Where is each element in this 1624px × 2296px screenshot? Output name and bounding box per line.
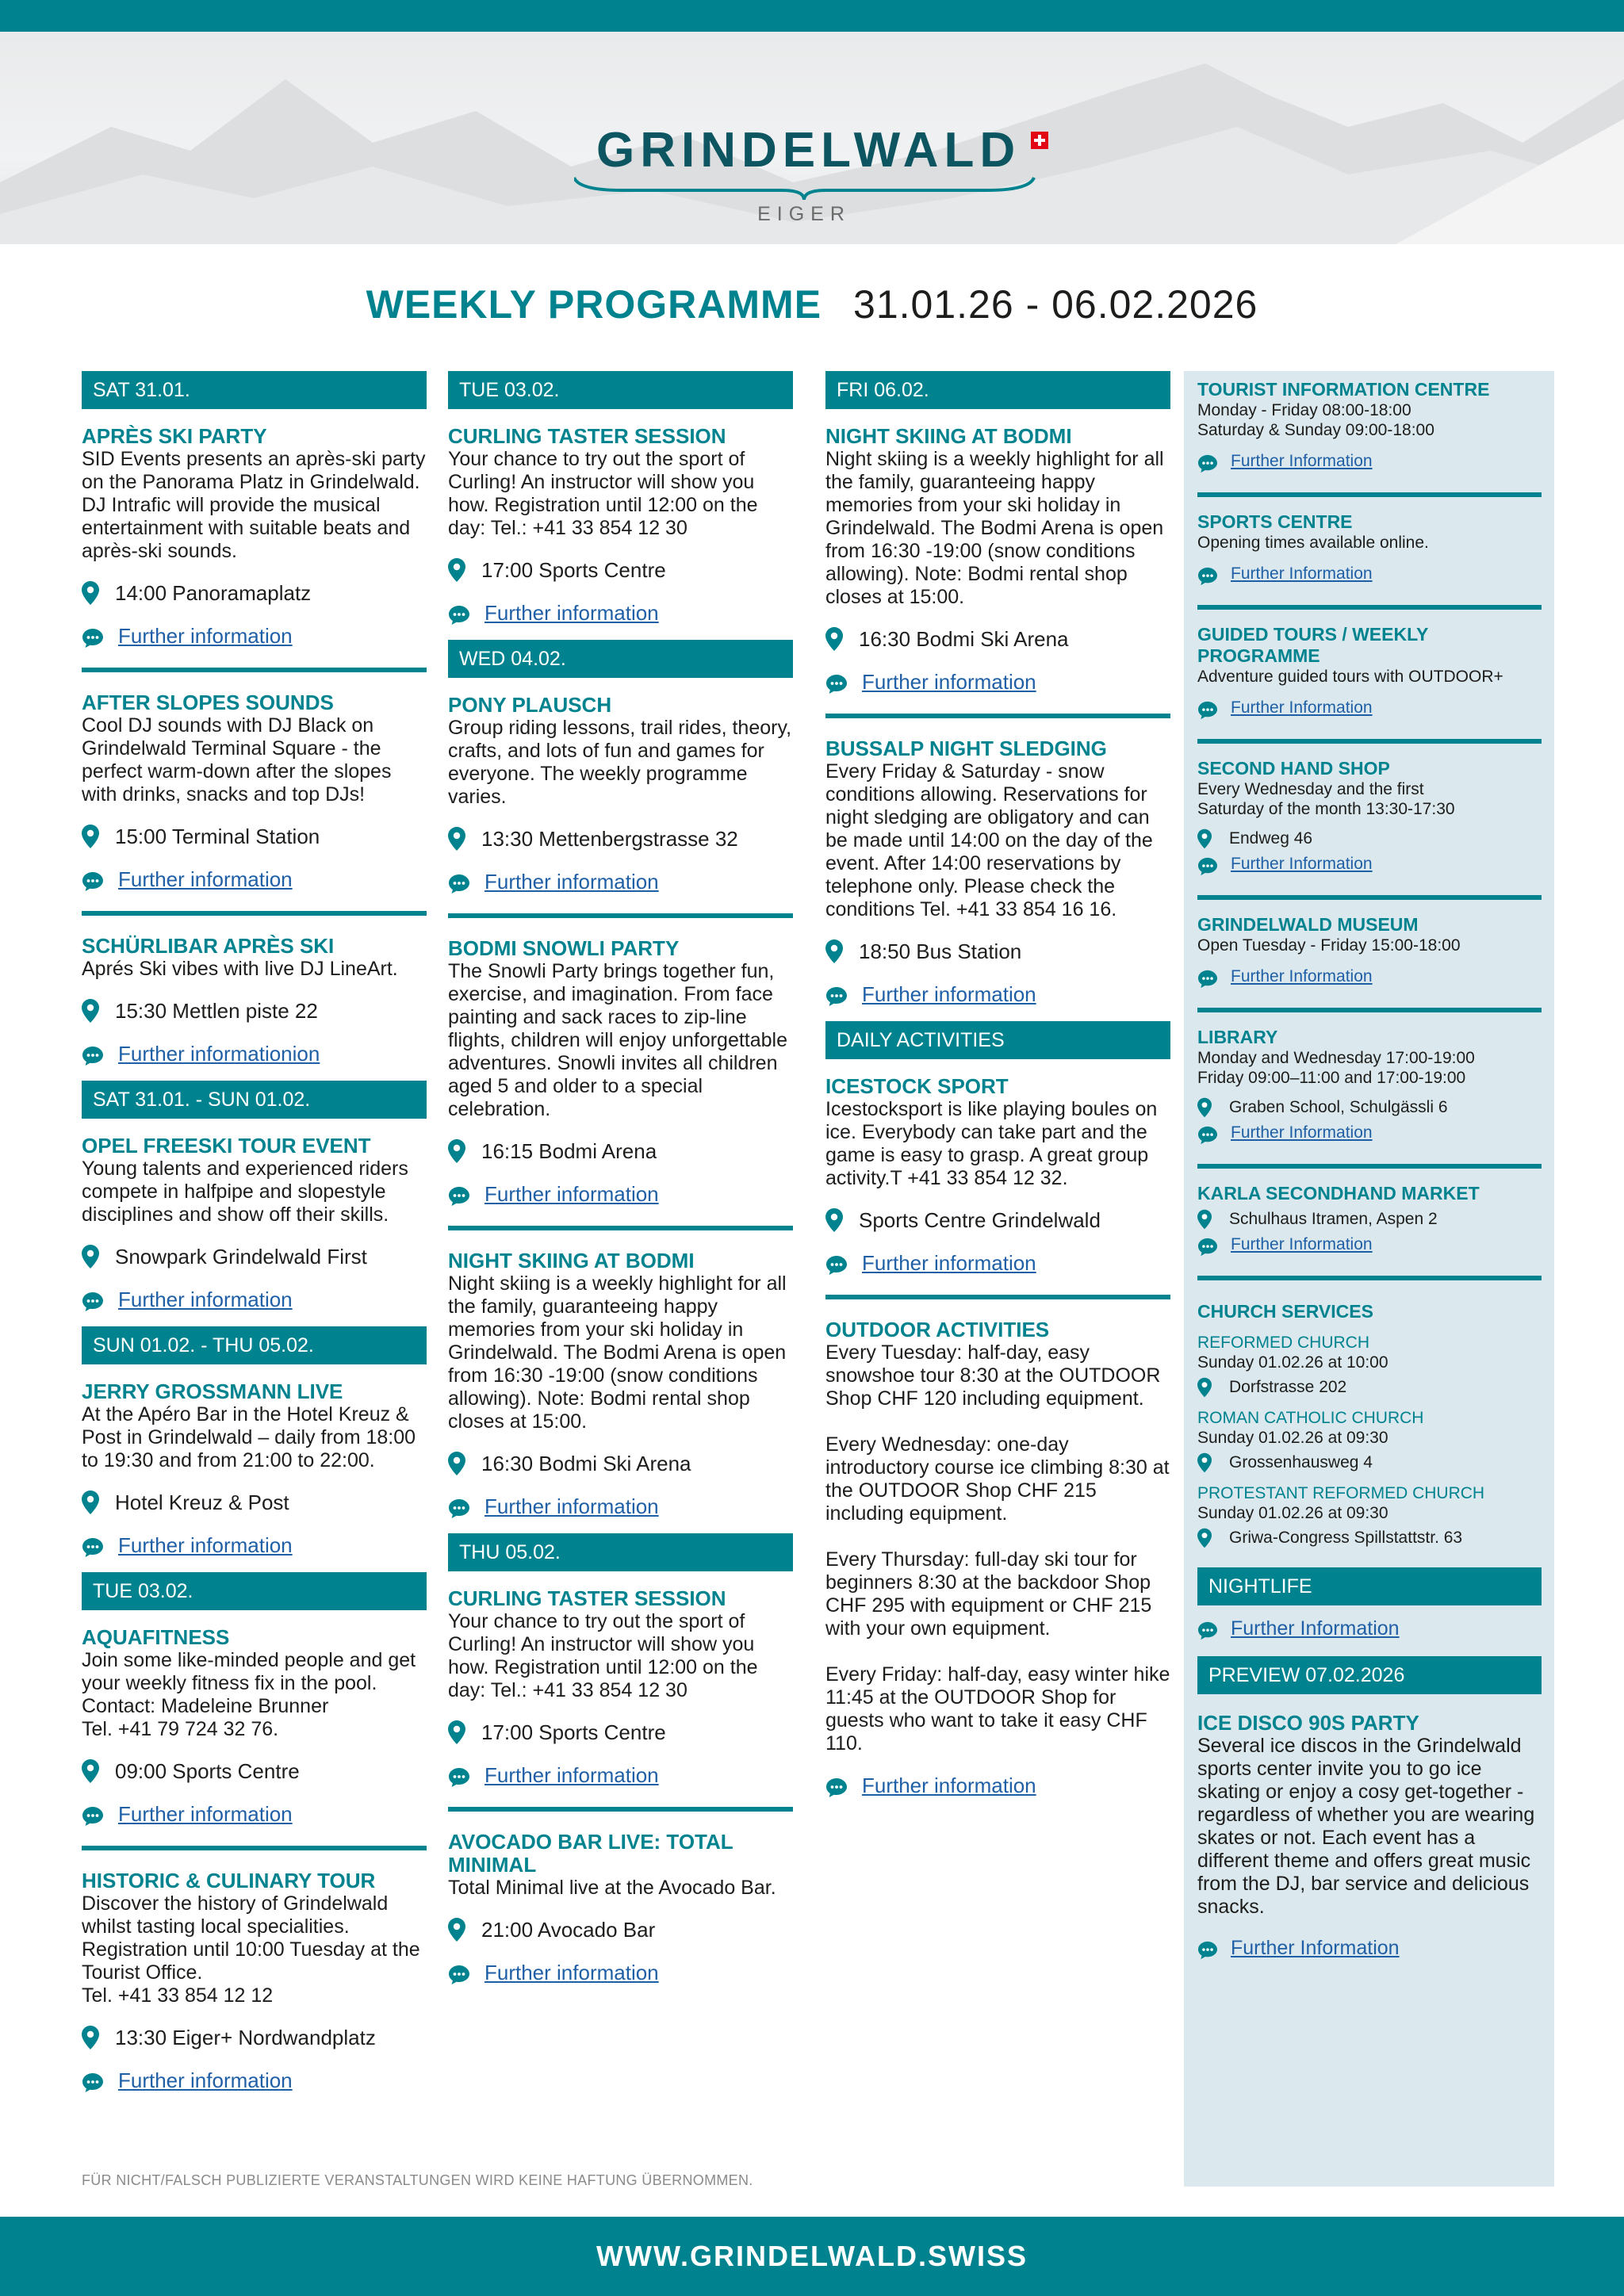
location-pin-icon [1197,1528,1212,1548]
further-info [1197,450,1542,473]
location-pin-icon [1197,1209,1212,1230]
speech-bubble-icon [448,1186,470,1207]
event-title: HISTORIC & CULINARY TOUR [82,1869,376,1892]
event-description: Every Tuesday: half-day, easy snowshoe tour 8:30 at the OUTDOOR Shop CHF 120 including equipment. [825,1341,1161,1410]
further-info [448,1762,793,1788]
logo-subtitle: EIGER [757,203,851,225]
column-1 [82,371,427,2096]
section-text: Saturday of the month 13:30-17:30 [1197,800,1455,818]
speech-bubble-icon [825,1777,848,1798]
event-description: Every Friday & Saturday - snow conditions allowing. Reservations for night sledging are obligatory and can be made until 14:00 on the day of the event. After 14:00 reservations by telephone only. Please check the conditions Tel. +41 33 854 16 16. [825,760,1153,920]
speech-bubble-icon [1197,1126,1218,1145]
section-title: CHURCH SERVICES [1197,1301,1373,1322]
event-title: ICESTOCK SPORT [825,1074,1009,1098]
speech-bubble-icon [1197,970,1218,989]
section-text: Saturday & Sunday 09:00-18:00 [1197,421,1434,439]
church-location [1197,1528,1542,1548]
church-name: REFORMED CHURCH [1197,1334,1369,1352]
preview-header: PREVIEW 07.02.2026 [1197,1656,1542,1694]
event-location [448,1917,793,1942]
sidebar-section [1197,511,1542,586]
sidebar-section [1197,371,1542,473]
further-info-link[interactable]: Further information [118,867,293,891]
section-location [1197,1097,1542,1118]
section-location [1197,828,1542,849]
speech-bubble-icon [82,871,104,892]
further-info [82,2068,427,2093]
location-text: 16:30 Bodmi Ski Arena [859,627,1069,651]
divider [825,714,1170,718]
day-header: TUE 03.02. [448,371,793,409]
divider [82,1846,427,1850]
further-info [82,867,427,892]
event-description: Discover the history of Grindelwald whilst tasting local specialities. Registration until 10:00 Tuesday at the Tourist Office. [82,1892,420,1984]
further-info-link[interactable]: Further informationion [118,1042,320,1066]
event-title: PONY PLAUSCH [448,693,612,717]
info-sidebar [1184,371,1554,2187]
footer-url[interactable]: WWW.GRINDELWALD.SWISS [0,2217,1624,2296]
speech-bubble-icon [82,628,104,649]
location-pin-icon [1197,1377,1212,1398]
further-info [82,1287,427,1312]
divider [1197,895,1542,900]
further-info-link[interactable]: Further information [862,982,1036,1006]
location-pin-icon [448,1720,465,1744]
sidebar-section [1197,1183,1542,1257]
day-header: WED 04.02. [448,640,793,678]
further-info [1197,1617,1542,1640]
further-info-link[interactable]: Further information [118,1288,293,1311]
speech-bubble-icon [825,674,848,695]
event-title: BODMI SNOWLI PARTY [448,936,680,960]
further-info [825,1250,1170,1276]
day-header: TUE 03.02. [82,1572,427,1610]
location-text: 13:30 Mettenbergstrasse 32 [481,827,738,851]
event-title: BUSSALP NIGHT SLEDGING [825,737,1107,760]
location-pin-icon [825,939,843,963]
location-text: Endweg 46 [1229,829,1313,848]
church-time: Sunday 01.02.26 at 09:30 [1197,1504,1388,1522]
speech-bubble-icon [1197,454,1218,473]
location-pin-icon [82,1759,99,1783]
section-text: Open Tuesday - Friday 15:00-18:00 [1197,936,1461,955]
further-info-link[interactable]: Further information [485,1763,659,1787]
divider [1197,605,1542,610]
event-description: Night skiing is a weekly highlight for all the family, guaranteeing happy memories from your ski holiday in Grindelwald. The Bodmi Arena is open from 16:30 -19:00 (snow conditions allowing). Note: Bodmi rental shop closes at 15:00. [448,1272,787,1433]
location-pin-icon [82,999,99,1023]
event-title: ICE DISCO 90S PARTY [1197,1711,1419,1735]
event-description: Group riding lessons, trail rides, theory, crafts, and lots of fun and games for everyone. The weekly programme varies. [448,717,792,808]
event [825,1318,1170,1801]
event-location [82,1244,427,1269]
location-pin-icon [82,1245,99,1269]
sidebar-section [1197,1027,1542,1145]
sidebar-section [1197,624,1542,720]
speech-bubble-icon [1197,1621,1218,1640]
header-banner [0,32,1624,244]
column-2 [448,371,793,1988]
further-info [1197,1936,1542,1960]
church-time: Sunday 01.02.26 at 10:00 [1197,1353,1388,1372]
further-info [1197,562,1542,586]
event-title: AQUAFITNESS [82,1625,230,1649]
speech-bubble-icon [82,1537,104,1558]
event-description: The Snowli Party brings together fun, exercise, and imagination. From face painting and sack races to zip-line flights, children will enjoy unforgettable adventures. Snowli invites all children aged 5 and older to a special celebration. [448,960,788,1120]
event [448,425,793,629]
divider [448,1807,793,1812]
event [825,425,1170,698]
event-phone: Tel. +41 79 724 32 76. [82,1718,279,1740]
event-location [448,826,793,851]
further-info-link[interactable]: Further Information [1231,698,1373,717]
location-pin-icon [448,1918,465,1942]
further-info [825,669,1170,695]
further-info [1197,965,1542,989]
logo-swoosh [574,171,1050,203]
event [448,1831,793,1988]
further-info-link[interactable]: Further Information [1231,564,1373,583]
location-pin-icon [82,581,99,605]
event-location [825,939,1170,964]
event-description: Night skiing is a weekly highlight for all the family, guaranteeing happy memories from your ski holiday in Grindelwald. The Bodmi Arena is open from 16:30 -19:00 (snow conditions allowing). Note: Bodmi rental shop closes at 15:00. [825,448,1164,608]
location-pin-icon [82,2026,99,2049]
location-pin-icon [825,1208,843,1232]
location-text: Dorfstrasse 202 [1229,1378,1347,1396]
event-description: Your chance to try out the sport of Curling! An instructor will show you how. Registration until 12:00 on the day: Tel.: +41 33 854 12 30 [448,1610,758,1701]
location-text: 17:00 Sports Centre [481,1720,666,1744]
speech-bubble-icon [82,1806,104,1827]
location-pin-icon [448,1139,465,1163]
event [82,425,427,652]
further-info [82,623,427,649]
further-info-link[interactable]: Further information [485,1182,659,1206]
event-location [448,1720,793,1745]
church-location [1197,1452,1542,1473]
location-text: 15:00 Terminal Station [115,825,320,848]
speech-bubble-icon [82,1046,104,1066]
speech-bubble-icon [448,1498,470,1519]
further-info [825,1773,1170,1798]
event [82,1380,427,1561]
event [825,737,1170,1010]
event-description: Aprés Ski vibes with live DJ LineArt. [82,958,398,980]
further-info-link[interactable]: Further Information [1231,1235,1373,1253]
further-info [448,869,793,894]
event [825,1075,1170,1279]
church-location [1197,1377,1542,1398]
day-header: DAILY ACTIVITIES [825,1021,1170,1059]
section-text: Friday 09:00–11:00 and 17:00-19:00 [1197,1069,1466,1087]
section-title: LIBRARY [1197,1027,1278,1047]
event-title: OPEL FREESKI TOUR EVENT [82,1134,371,1158]
location-text: Grossenhausweg 4 [1229,1453,1373,1471]
location-pin-icon [82,1490,99,1514]
event-location [825,1207,1170,1233]
speech-bubble-icon [825,986,848,1007]
further-info [448,600,793,626]
location-text: 18:50 Bus Station [859,939,1022,963]
further-info-link[interactable]: Further information [118,2068,293,2092]
event-location [448,1138,793,1164]
event [82,1135,427,1315]
location-pin-icon [1197,1452,1212,1473]
disclaimer: FÜR NICHT/FALSCH PUBLIZIERTE VERANSTALTUNGEN WIRD KEINE HAFTUNG ÜBERNOMMEN. [82,2172,753,2188]
location-pin-icon [1197,1097,1212,1118]
section-title: SPORTS CENTRE [1197,511,1353,532]
event-location [448,1451,793,1476]
top-bar [0,0,1624,32]
further-info [825,982,1170,1007]
further-info [82,1801,427,1827]
sidebar-section [1197,914,1542,989]
further-info-link[interactable]: Further information [118,1802,293,1826]
event-title: AFTER SLOPES SOUNDS [82,691,334,714]
divider [82,668,427,672]
divider [1197,739,1542,744]
location-text: Graben School, Schulgässli 6 [1229,1098,1448,1116]
further-info-link[interactable]: Further information [485,601,659,625]
location-pin-icon [825,627,843,651]
divider [1197,1164,1542,1169]
location-text: 16:30 Bodmi Ski Arena [481,1452,691,1475]
event-description: At the Apéro Bar in the Hotel Kreuz & Post in Grindelwald – daily from 18:00 to 19:30 and from 21:00 to 22:00. [82,1403,416,1471]
event-title: JERRY GROSSMANN LIVE [82,1380,343,1403]
further-info-link[interactable]: Further information [485,870,659,894]
divider [448,1226,793,1230]
location-text: 16:15 Bodmi Arena [481,1139,657,1163]
further-info-link[interactable]: Further Information [1231,1123,1373,1142]
section-title: GUIDED TOURS / WEEKLY PROGRAMME [1197,624,1428,666]
divider [1197,1276,1542,1280]
event-title: NIGHT SKIING AT BODMI [825,424,1072,448]
event-location [82,998,427,1024]
event-description: Every Thursday: full-day ski tour for beginners 8:30 at the backdoor Shop CHF 295 with equipment or CHF 215 with your own equipment. [825,1548,1152,1640]
section-title: GRINDELWALD MUSEUM [1197,914,1419,935]
location-text: 09:00 Sports Centre [115,1759,300,1783]
further-info-link[interactable]: Further Information [1231,1617,1400,1640]
divider [1197,492,1542,497]
further-info [1197,1233,1542,1257]
event-phone: Tel. +41 33 854 12 12 [82,1984,274,2007]
event-location [82,1490,427,1515]
event-location [82,824,427,849]
day-header: SAT 31.01. [82,371,427,409]
further-info-link[interactable]: Further information [862,1251,1036,1275]
location-text: Snowpark Grindelwald First [115,1245,367,1269]
day-header: FRI 06.02. [825,371,1170,409]
further-info-link[interactable]: Further Information [1231,452,1373,470]
speech-bubble-icon [825,1255,848,1276]
further-info-link[interactable]: Further information [485,1961,659,1984]
location-pin-icon [448,558,465,582]
location-pin-icon [448,827,465,851]
event-description: Several ice discos in the Grindelwald sports center invite you to go ice skating or enjoy a cosy get-together - regardless of whether you are wearing skates or not. Each event has a different theme and offers great music from the DJ, bar service and delicious snacks. [1197,1735,1535,1918]
event-location [82,580,427,606]
further-info-link[interactable]: Further information [118,624,293,648]
speech-bubble-icon [1197,857,1218,876]
location-text: 17:00 Sports Centre [481,558,666,582]
section-text: Every Wednesday and the first [1197,780,1424,798]
further-info [1197,852,1542,876]
location-text: 13:30 Eiger+ Nordwandplatz [115,2026,376,2049]
location-pin-icon [1197,828,1212,849]
church-name: ROMAN CATHOLIC CHURCH [1197,1409,1424,1427]
event-title: SCHÜRLIBAR APRÈS SKI [82,934,335,958]
day-header: SAT 31.01. - SUN 01.02. [82,1081,427,1119]
column-3 [825,371,1170,1801]
section-text: Monday and Wednesday 17:00-19:00 [1197,1049,1475,1067]
further-info [1197,696,1542,720]
event [448,694,793,897]
speech-bubble-icon [448,1767,470,1788]
further-info-link[interactable]: Further Information [1231,855,1373,873]
speech-bubble-icon [1197,701,1218,720]
church-time: Sunday 01.02.26 at 09:30 [1197,1429,1388,1447]
event-location [82,1758,427,1784]
location-text: 14:00 Panoramaplatz [115,581,312,605]
further-info-link[interactable]: Further Information [1231,1937,1400,1959]
further-info [448,1494,793,1519]
further-info-link[interactable]: Further information [862,1774,1036,1797]
preview-event [1197,1712,1542,1960]
day-header: SUN 01.02. - THU 05.02. [82,1326,427,1364]
nightlife-header: NIGHTLIFE [1197,1567,1542,1605]
section-title: KARLA SECONDHAND MARKET [1197,1183,1480,1203]
further-info-link[interactable]: Further Information [1231,967,1373,985]
divider [1197,1008,1542,1012]
event-location [825,626,1170,652]
location-text: 15:30 Mettlen piste 22 [115,999,318,1023]
page-title-main: WEEKLY PROGRAMME [366,282,822,327]
location-text: Sports Centre Grindelwald [859,1208,1101,1232]
divider [448,913,793,918]
further-info [448,1181,793,1207]
divider [825,1295,1170,1299]
swiss-flag-icon [1031,132,1048,149]
event-location [448,557,793,583]
event-description: Every Wednesday: one-day introductory course ice climbing 8:30 at the OUTDOOR Shop CHF 215 including equipment. [825,1433,1170,1525]
further-info-link[interactable]: Further information [118,1533,293,1557]
event-title: NIGHT SKIING AT BODMI [448,1249,695,1272]
event-title: CURLING TASTER SESSION [448,424,726,448]
event [448,937,793,1210]
event [82,1626,427,1830]
event [82,1869,427,2096]
event-description: Every Friday: half-day, easy winter hike 11:45 at the OUTDOOR Shop for guests who want to take it easy CHF 110. [825,1663,1170,1755]
further-info [82,1533,427,1558]
divider [82,911,427,916]
event [448,1587,793,1791]
event [82,691,427,895]
event-title: CURLING TASTER SESSION [448,1586,726,1610]
section-title: SECOND HAND SHOP [1197,758,1390,779]
section-title: TOURIST INFORMATION CENTRE [1197,379,1490,400]
speech-bubble-icon [448,605,470,626]
event [82,935,427,1070]
further-info-link[interactable]: Further information [862,670,1036,694]
section-location [1197,1209,1542,1230]
section-text: Monday - Friday 08:00-18:00 [1197,401,1411,419]
event [448,1249,793,1522]
page-title-dates: 31.01.26 - 06.02.2026 [853,282,1258,327]
day-header: THU 05.02. [448,1533,793,1571]
location-pin-icon [448,1452,465,1475]
event-title: AVOCADO BAR LIVE: TOTAL MINIMAL [448,1830,733,1877]
speech-bubble-icon [448,1965,470,1985]
further-info [448,1960,793,1985]
event-title: APRÈS SKI PARTY [82,424,267,448]
event-description: Young talents and experienced riders compete in halfpipe and slopestyle disciplines and show off their skills. [82,1158,408,1226]
grindelwald-logo[interactable] [574,89,1050,232]
event-description: Your chance to try out the sport of Curling! An instructor will show you how. Registration until 12:00 on the day: Tel.: +41 33 854 12 30 [448,448,758,539]
further-info-link[interactable]: Further information [485,1494,659,1518]
speech-bubble-icon [82,2072,104,2093]
sidebar-section [1197,758,1542,876]
church-name: PROTESTANT REFORMED CHURCH [1197,1484,1485,1502]
church-services [1197,1301,1542,1548]
speech-bubble-icon [1197,1238,1218,1257]
logo-wordmark: GRINDELWALD [596,123,1021,178]
event-description: Icestocksport is like playing boules on ice. Everybody can take part and the game is easy to grasp. A great group activity.T +41 33 854 12 32. [825,1098,1158,1189]
event-description: Cool DJ sounds with DJ Black on Grindelwald Terminal Square - the perfect warm-down after the slopes with drinks, snacks and top DJs! [82,714,392,806]
further-info [1197,1121,1542,1145]
event-title: OUTDOOR ACTIVITIES [825,1318,1050,1341]
section-text: Opening times available online. [1197,534,1429,552]
further-info [82,1041,427,1066]
location-text: 21:00 Avocado Bar [481,1918,656,1942]
speech-bubble-icon [1197,1941,1218,1960]
location-text: Hotel Kreuz & Post [115,1490,289,1514]
speech-bubble-icon [448,874,470,894]
event-description: Join some like-minded people and get your weekly fitness fix in the pool. Contact: Madeleine Brunner [82,1649,416,1717]
event-description: SID Events presents an après-ski party on the Panorama Platz in Grindelwald. DJ Intrafic will provide the musical entertainment with suitable beats and après-ski sounds. [82,448,426,562]
location-text: Griwa-Congress Spillstattstr. 63 [1229,1529,1463,1547]
section-text: Adventure guided tours with OUTDOOR+ [1197,668,1503,686]
location-pin-icon [82,825,99,848]
event-description: Total Minimal live at the Avocado Bar. [448,1877,776,1899]
speech-bubble-icon [82,1292,104,1312]
event-location [82,2025,427,2050]
speech-bubble-icon [1197,567,1218,586]
page-title [0,281,1624,327]
location-text: Schulhaus Itramen, Aspen 2 [1229,1210,1438,1228]
